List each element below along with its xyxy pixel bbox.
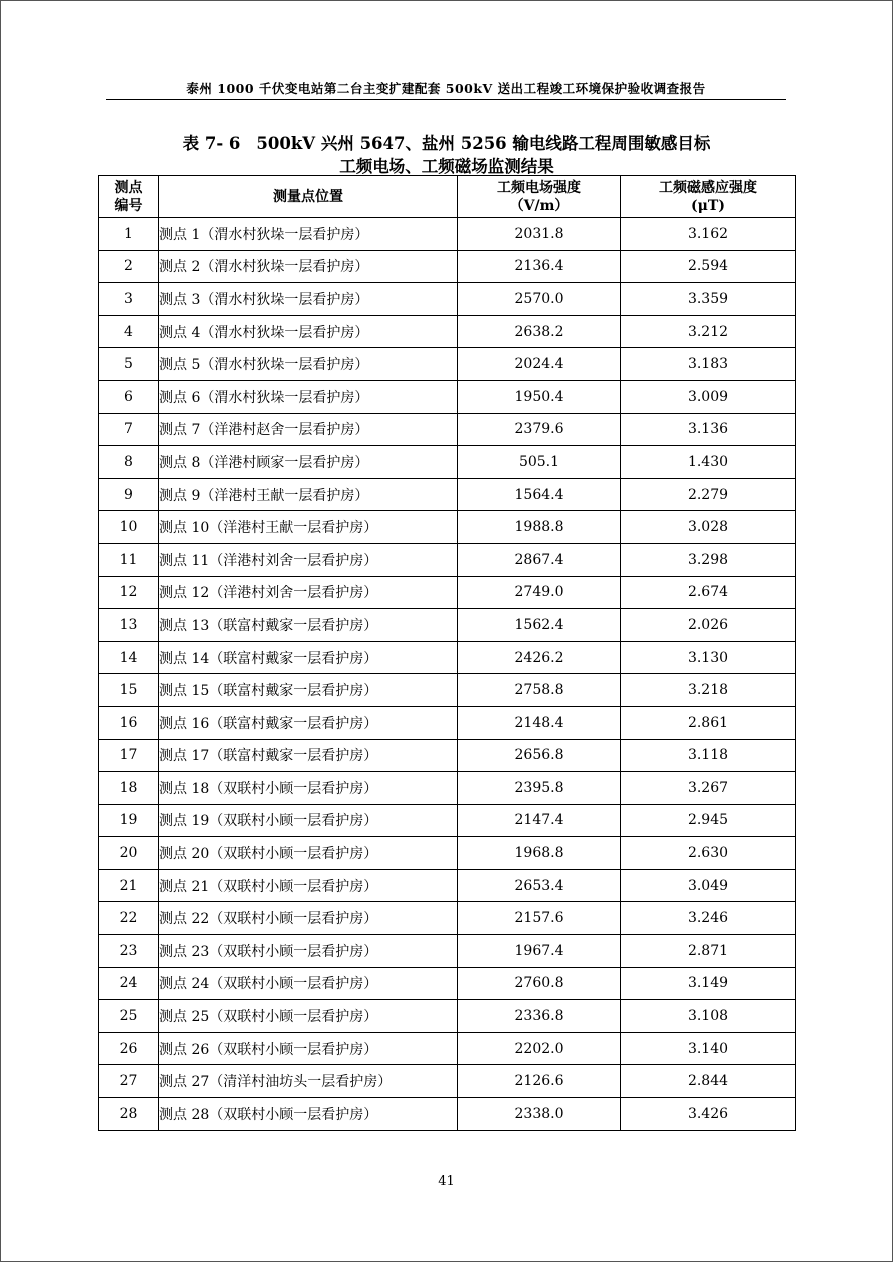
point-number-cell: 27 [99,1065,159,1098]
location-cell: 测点 6（渭水村狄垛一层看护房） [159,380,458,413]
table-header-row [99,176,796,218]
location-cell: 测点 16（联富村戴家一层看护房） [159,706,458,739]
bfield-cell: 3.298 [621,543,796,576]
point-number-cell: 3 [99,283,159,316]
location-cell: 测点 23（双联村小顾一层看护房） [159,935,458,968]
table-row [99,543,796,576]
table-row [99,935,796,968]
location-cell: 测点 28（双联村小顾一层看护房） [159,1098,458,1131]
bfield-cell: 3.267 [621,772,796,805]
table-row [99,283,796,316]
header-efield-text: 工频电场强度（V/m） [497,179,581,214]
efield-cell: 2126.6 [458,1065,621,1098]
monitoring-results-table [98,175,796,1131]
location-cell: 测点 22（双联村小顾一层看护房） [159,902,458,935]
table-row [99,609,796,642]
point-number-cell: 5 [99,348,159,381]
efield-cell: 2867.4 [458,543,621,576]
table-row [99,674,796,707]
bfield-cell: 2.861 [621,706,796,739]
point-number-cell: 19 [99,804,159,837]
efield-cell: 1950.4 [458,380,621,413]
bfield-cell: 3.359 [621,283,796,316]
bfield-cell: 3.183 [621,348,796,381]
table-row [99,380,796,413]
efield-cell: 2031.8 [458,218,621,251]
bfield-cell: 2.945 [621,804,796,837]
location-cell: 测点 5（渭水村狄垛一层看护房） [159,348,458,381]
location-cell: 测点 15（联富村戴家一层看护房） [159,674,458,707]
point-number-cell: 22 [99,902,159,935]
header-point-number [99,176,159,218]
efield-cell: 2656.8 [458,739,621,772]
point-number-cell: 15 [99,674,159,707]
point-number-cell: 10 [99,511,159,544]
location-cell: 测点 21（双联村小顾一层看护房） [159,869,458,902]
location-cell: 测点 24（双联村小顾一层看护房） [159,967,458,1000]
bfield-cell: 2.871 [621,935,796,968]
table-row [99,413,796,446]
point-number-cell: 28 [99,1098,159,1131]
location-cell: 测点 7（洋港村赵舍一层看护房） [159,413,458,446]
table-row [99,739,796,772]
point-number-cell: 4 [99,315,159,348]
location-cell: 测点 1（渭水村狄垛一层看护房） [159,218,458,251]
efield-cell: 1968.8 [458,837,621,870]
bfield-cell: 3.108 [621,1000,796,1033]
bfield-cell: 3.426 [621,1098,796,1131]
table-row [99,1032,796,1065]
location-cell: 测点 14（联富村戴家一层看护房） [159,641,458,674]
table-row [99,1065,796,1098]
efield-cell: 2395.8 [458,772,621,805]
point-number-cell: 1 [99,218,159,251]
bfield-cell: 1.430 [621,446,796,479]
point-number-cell: 14 [99,641,159,674]
table-row [99,837,796,870]
location-cell: 测点 8（洋港村顾家一层看护房） [159,446,458,479]
table-row [99,641,796,674]
table-row [99,967,796,1000]
bfield-cell: 2.844 [621,1065,796,1098]
efield-cell: 2379.6 [458,413,621,446]
table-title-line1: 500kV 兴州 5647、盐州 5256 输电线路工程周围敏感目标 [256,134,711,153]
table-title-line2: 工频电场、工频磁场监测结果 [339,157,554,176]
table-row [99,250,796,283]
bfield-cell: 3.130 [621,641,796,674]
table-row [99,902,796,935]
efield-cell: 505.1 [458,446,621,479]
bfield-cell: 3.118 [621,739,796,772]
location-cell: 测点 25（双联村小顾一层看护房） [159,1000,458,1033]
efield-cell: 2336.8 [458,1000,621,1033]
header-location: 测量点位置 [159,176,458,218]
table-row [99,348,796,381]
location-cell: 测点 19（双联村小顾一层看护房） [159,804,458,837]
table-row [99,869,796,902]
efield-cell: 2426.2 [458,641,621,674]
efield-cell: 2653.4 [458,869,621,902]
efield-cell: 2760.8 [458,967,621,1000]
table-caption [98,130,795,154]
location-cell: 测点 9（洋港村王献一层看护房） [159,478,458,511]
bfield-cell: 3.218 [621,674,796,707]
location-cell: 测点 20（双联村小顾一层看护房） [159,837,458,870]
efield-cell: 2024.4 [458,348,621,381]
point-number-cell: 18 [99,772,159,805]
point-number-cell: 8 [99,446,159,479]
location-cell: 测点 11（洋港村刘舍一层看护房） [159,543,458,576]
table-number: 表 7- 6 [182,134,241,153]
location-cell: 测点 10（洋港村王献一层看护房） [159,511,458,544]
efield-cell: 2570.0 [458,283,621,316]
point-number-cell: 26 [99,1032,159,1065]
location-cell: 测点 17（联富村戴家一层看护房） [159,739,458,772]
table-row [99,218,796,251]
efield-cell: 1562.4 [458,609,621,642]
table-row [99,478,796,511]
efield-cell: 2749.0 [458,576,621,609]
table-row [99,446,796,479]
efield-cell: 2136.4 [458,250,621,283]
table-row [99,706,796,739]
table-row [99,1000,796,1033]
efield-cell: 2157.6 [458,902,621,935]
efield-cell: 2338.0 [458,1098,621,1131]
bfield-cell: 3.136 [621,413,796,446]
point-number-cell: 16 [99,706,159,739]
table-row [99,576,796,609]
efield-cell: 2638.2 [458,315,621,348]
location-cell: 测点 27（清洋村油坊头一层看护房） [159,1065,458,1098]
bfield-cell: 3.140 [621,1032,796,1065]
header-efield [458,176,621,218]
bfield-cell: 3.049 [621,869,796,902]
bfield-cell: 2.026 [621,609,796,642]
location-cell: 测点 12（洋港村刘舍一层看护房） [159,576,458,609]
efield-cell: 2758.8 [458,674,621,707]
page-number: 41 [438,1174,455,1189]
point-number-cell: 13 [99,609,159,642]
point-number-cell: 23 [99,935,159,968]
efield-cell: 1967.4 [458,935,621,968]
table-row [99,804,796,837]
table-row [99,315,796,348]
bfield-cell: 2.279 [621,478,796,511]
header-point-number-text: 测点编号 [114,179,143,214]
table-row [99,511,796,544]
bfield-cell: 3.162 [621,218,796,251]
bfield-cell: 2.674 [621,576,796,609]
bfield-cell: 3.246 [621,902,796,935]
efield-cell: 2147.4 [458,804,621,837]
header-divider [106,99,786,100]
point-number-cell: 11 [99,543,159,576]
header-bfield [621,176,796,218]
location-cell: 测点 26（双联村小顾一层看护房） [159,1032,458,1065]
efield-cell: 2202.0 [458,1032,621,1065]
efield-cell: 1988.8 [458,511,621,544]
point-number-cell: 21 [99,869,159,902]
point-number-cell: 24 [99,967,159,1000]
bfield-cell: 2.594 [621,250,796,283]
bfield-cell: 3.212 [621,315,796,348]
point-number-cell: 9 [99,478,159,511]
table-row [99,1098,796,1131]
table-row [99,772,796,805]
header-bfield-text: 工频磁感应强度(μT) [659,179,757,214]
location-cell: 测点 18（双联村小顾一层看护房） [159,772,458,805]
point-number-cell: 17 [99,739,159,772]
location-cell: 测点 3（渭水村狄垛一层看护房） [159,283,458,316]
location-cell: 测点 4（渭水村狄垛一层看护房） [159,315,458,348]
location-cell: 测点 2（渭水村狄垛一层看护房） [159,250,458,283]
point-number-cell: 25 [99,1000,159,1033]
point-number-cell: 6 [99,380,159,413]
running-header: 泰州 1000 千伏变电站第二台主变扩建配套 500kV 送出工程竣工环境保护验收调查报告 [186,81,706,96]
bfield-cell: 2.630 [621,837,796,870]
point-number-cell: 7 [99,413,159,446]
bfield-cell: 3.009 [621,380,796,413]
point-number-cell: 2 [99,250,159,283]
efield-cell: 2148.4 [458,706,621,739]
bfield-cell: 3.028 [621,511,796,544]
efield-cell: 1564.4 [458,478,621,511]
location-cell: 测点 13（联富村戴家一层看护房） [159,609,458,642]
bfield-cell: 3.149 [621,967,796,1000]
point-number-cell: 12 [99,576,159,609]
point-number-cell: 20 [99,837,159,870]
